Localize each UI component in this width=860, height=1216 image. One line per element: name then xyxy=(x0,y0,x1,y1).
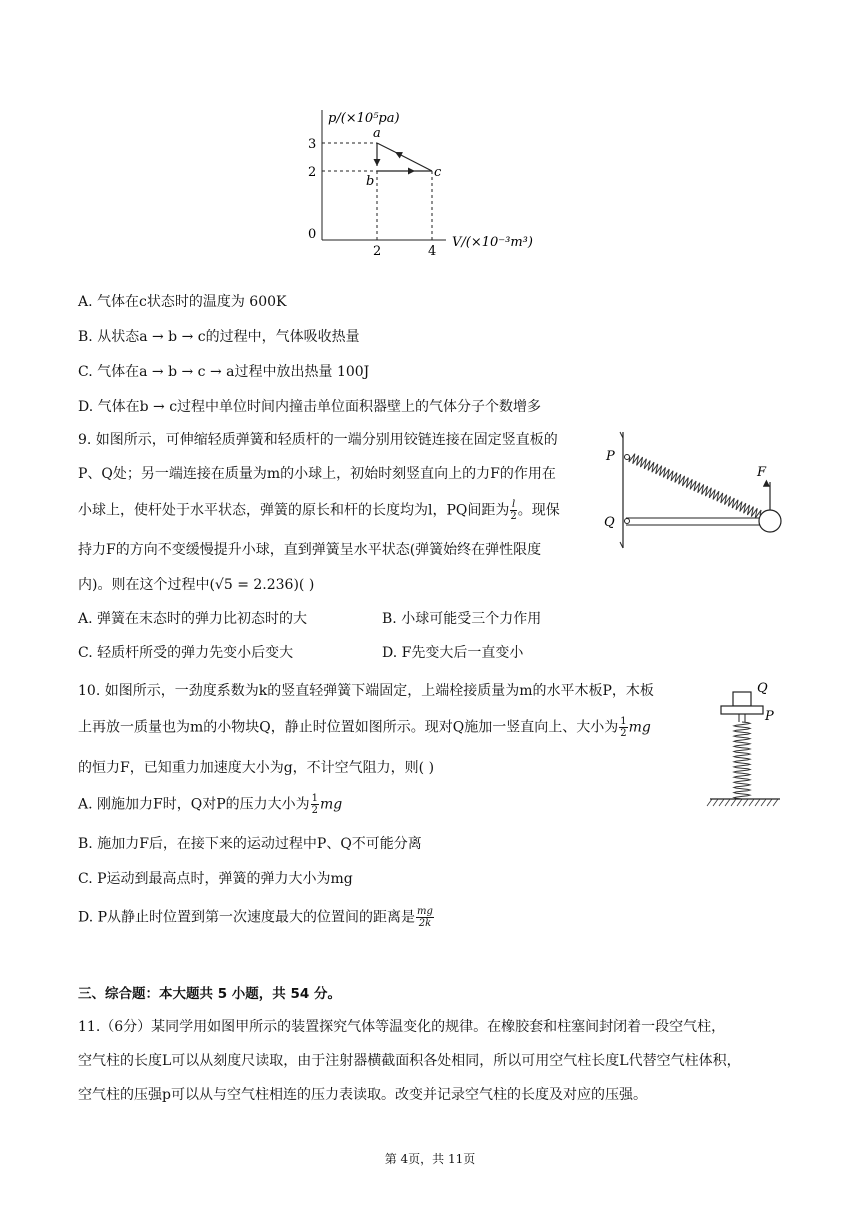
label-f: F xyxy=(757,465,767,480)
label-q10-p: P xyxy=(765,709,774,724)
vertical-spring xyxy=(734,722,750,799)
y-axis-label: p/(×10⁵pa) xyxy=(328,111,400,126)
q8-option-d: D. 气体在b → c过程中单位时间内撞击单位面积器壁上的气体分子个数增多 xyxy=(78,399,542,415)
x-axis-label: V/(×10⁻³m³) xyxy=(452,235,533,250)
q10-fraction-num: 1 xyxy=(620,716,627,727)
q9-option-a: A. 弹簧在末态时的弹力比初态时的大 xyxy=(78,611,308,627)
q8-option-b: B. 从状态a → b → c的过程中，气体吸收热量 xyxy=(78,329,360,345)
q9-option-c: C. 轻质杆所受的弹力先变小后变大 xyxy=(78,645,294,661)
q10-fraction-den: 2 xyxy=(620,728,627,739)
ground-hatch xyxy=(707,799,778,806)
xtick-2: 2 xyxy=(373,244,382,259)
q10-option-c: C. P运动到最高点时，弹簧的弹力大小为mg xyxy=(78,871,353,887)
q9-line-2: P、Q处；另一端连接在质量为m的小球上，初始时刻竖直向上的力F的作用在 xyxy=(78,466,556,482)
q9-line-3-end: 。现保 xyxy=(517,502,560,519)
q10-option-d-den: 2k xyxy=(418,918,432,929)
page-footer: 第 4页，共 11页 xyxy=(384,1152,476,1166)
q10-option-b: B. 施加力F后，在接下来的运动过程中P、Q不可能分离 xyxy=(78,836,422,852)
q10-line-3: 的恒力F，已知重力加速度大小为g，不计空气阻力，则( ) xyxy=(78,760,435,776)
origin-label: 0 xyxy=(308,227,317,242)
xtick-4: 4 xyxy=(428,244,437,259)
label-p: P xyxy=(606,449,615,464)
q10-line-2-text: 上再放一质量也为m的小物块Q，静止时位置如图所示。现对Q施加一竖直向上、大小为 xyxy=(78,719,619,736)
label-q: Q xyxy=(604,515,615,530)
q10-option-d-num: mg xyxy=(417,906,433,917)
point-b-label: b xyxy=(366,174,375,189)
section-heading: 三、综合题：本大题共 5 小题，共 54 分。 xyxy=(78,986,341,1002)
q8-option-c: C. 气体在a → b → c → a过程中放出热量 100J xyxy=(78,364,370,380)
point-a-label: a xyxy=(373,126,381,141)
q11-line-1: 11.（6分）某同学用如图甲所示的装置探究气体等温变化的规律。在橡胶套和柱塞间封闭着一段空气柱， xyxy=(78,1019,726,1035)
q11-line-2: 空气柱的长度L可以从刻度尺读取，由于注射器横截面积各处相同，所以可用空气柱长度L代替空气柱体积， xyxy=(78,1053,741,1069)
block-q xyxy=(733,692,751,706)
q10-option-d-fraction xyxy=(416,906,434,929)
q9-option-b: B. 小球可能受三个力作用 xyxy=(382,611,542,627)
q10-option-a-text: A. 刚施加力F时，Q对P的压力大小为 xyxy=(78,796,310,813)
q9-line-5: 内)。则在这个过程中(√5 = 2.236)( ) xyxy=(78,577,315,593)
q10-line-1: 10. 如图所示，一劲度系数为k的竖直轻弹簧下端固定，上端栓接质量为m的水平木板P，木板 xyxy=(78,683,654,699)
q9-fraction-den: 2 xyxy=(510,511,517,522)
point-c-label: c xyxy=(434,165,442,180)
q9-option-d: D. F先变大后一直变小 xyxy=(382,645,524,661)
q9-line-4: 持力F的方向不变缓慢提升小球，直到弹簧呈水平状态(弹簧始终在弹性限度 xyxy=(78,542,542,558)
q9-line-3-text: 小球上，使杆处于水平状态，弹簧的原长和杆的长度均为l，PQ间距为 xyxy=(78,502,510,519)
label-q10-q: Q xyxy=(757,681,768,696)
ytick-2: 2 xyxy=(308,165,317,180)
q10-option-d-text: D. P从静止时位置到第一次速度最大的位置间的距离是 xyxy=(78,909,416,926)
ytick-3: 3 xyxy=(308,137,317,152)
q10-option-d xyxy=(78,906,435,929)
q9-line-1: 9. 如图所示，可伸缩轻质弹簧和轻质杆的一端分别用铰链连接在固定竖直板的 xyxy=(78,432,558,448)
q11-line-3: 空气柱的压强p可以从与空气柱相连的压力表读取。改变并记录空气柱的长度及对应的压强。 xyxy=(78,1087,647,1103)
q10-option-a-den: 2 xyxy=(311,805,318,816)
q10-option-a-num: 1 xyxy=(311,793,318,804)
q10-line-2-end: mg xyxy=(628,719,651,736)
board-p xyxy=(721,706,763,714)
q8-option-a: A. 气体在c状态时的温度为 600K xyxy=(78,294,287,310)
q10-option-a-end: mg xyxy=(320,796,343,813)
q9-fraction-num: l xyxy=(511,499,516,510)
